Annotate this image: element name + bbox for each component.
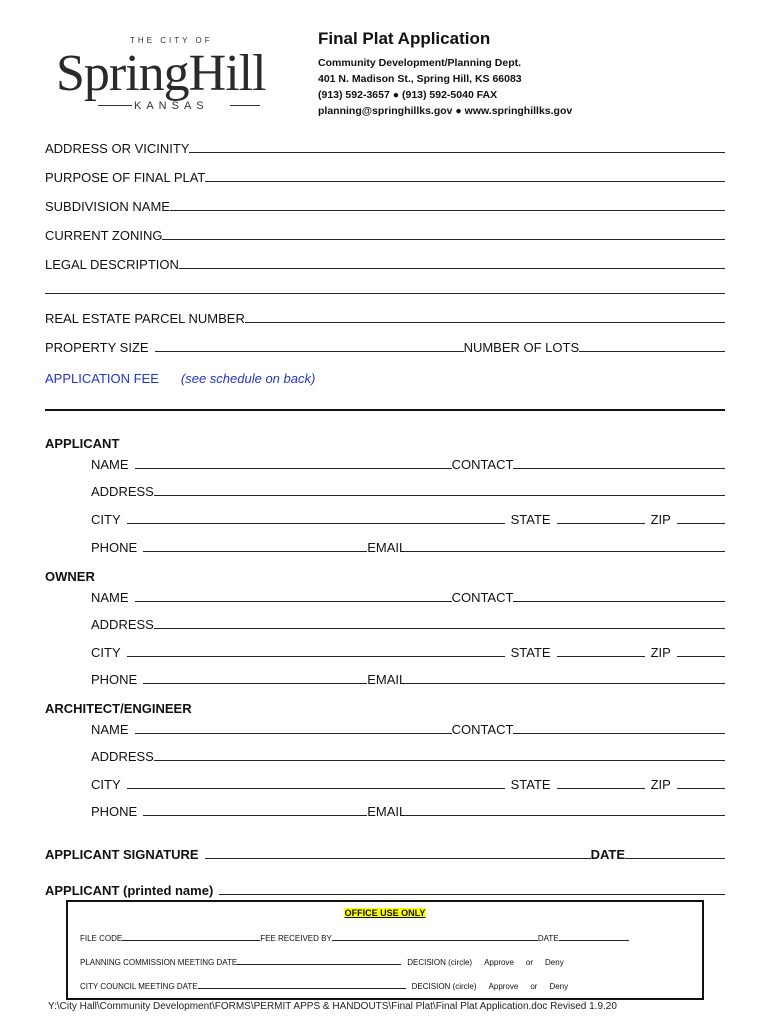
pc-meeting-label: PLANNING COMMISSION MEETING DATE — [80, 958, 238, 967]
owner-name-row — [91, 587, 725, 605]
applicant-phone-row — [91, 537, 725, 555]
owner-state-label: STATE — [510, 645, 551, 660]
architect-email-label: EMAIL — [367, 804, 407, 819]
parcel-row — [45, 308, 725, 326]
applicant-city-label: CITY — [91, 512, 121, 527]
architect-address-row — [91, 746, 725, 764]
signature-date-label: DATE — [590, 847, 626, 862]
logo-wordmark: SpringHill — [56, 45, 266, 102]
owner-city-row — [91, 642, 725, 660]
architect-city-field[interactable] — [127, 788, 505, 789]
dept-web: planning@springhillks.gov ● www.springhillks.gov — [318, 105, 573, 117]
office-use-heading: OFFICE USE ONLY — [344, 908, 426, 918]
signature-row — [45, 844, 725, 862]
owner-email-label: EMAIL — [367, 672, 407, 687]
address-vicinity-row — [45, 138, 725, 156]
logo-rule-right — [230, 105, 260, 106]
subdivision-field[interactable] — [170, 210, 725, 211]
applicant-phone-field[interactable] — [143, 551, 367, 552]
cc-or-text: or — [530, 982, 538, 991]
legal-row — [45, 254, 725, 272]
property-size-field[interactable] — [155, 351, 464, 352]
architect-address-label: ADDRESS — [91, 749, 154, 764]
architect-city-label: CITY — [91, 777, 121, 792]
section-divider — [45, 409, 725, 411]
office-use-box — [66, 900, 704, 1000]
applicant-zip-label: ZIP — [650, 512, 671, 527]
fee-received-field[interactable] — [332, 940, 538, 941]
file-path-footer: Y:\City Hall\Community Development\FORMS\PERMIT APPS & HANDOUTS\Final Plat\Final Plat Application.doc Revised 1.9.20 — [48, 1001, 617, 1012]
pc-meeting-field[interactable] — [237, 964, 401, 965]
address-vicinity-field[interactable] — [189, 152, 725, 153]
legal-label: LEGAL DESCRIPTION — [45, 257, 179, 272]
printed-name-label: APPLICANT (printed name) — [45, 883, 214, 898]
architect-name-row — [91, 719, 725, 737]
owner-phone-field[interactable] — [143, 683, 367, 684]
fee-schedule-note: (see schedule on back) — [180, 371, 316, 386]
applicant-contact-field[interactable] — [513, 468, 725, 469]
owner-contact-label: CONTACT — [451, 590, 514, 605]
parcel-field[interactable] — [245, 322, 725, 323]
applicant-address-label: ADDRESS — [91, 484, 154, 499]
zoning-label: CURRENT ZONING — [45, 228, 163, 243]
pc-or-text: or — [525, 958, 534, 967]
logo-rule-left — [98, 105, 132, 106]
architect-contact-field[interactable] — [513, 733, 725, 734]
application-fee — [45, 371, 315, 386]
pc-approve-option[interactable]: Approve — [484, 958, 514, 967]
printed-name-row — [45, 880, 725, 898]
cc-meeting-label: CITY COUNCIL MEETING DATE — [80, 982, 198, 991]
owner-contact-field[interactable] — [513, 601, 725, 602]
signature-field[interactable] — [205, 858, 591, 859]
office-row-file — [80, 931, 694, 943]
dept-name: Community Development/Planning Dept. — [318, 57, 522, 69]
architect-email-field[interactable] — [406, 815, 725, 816]
applicant-name-label: NAME — [91, 457, 129, 472]
owner-address-field[interactable] — [154, 628, 725, 629]
applicant-email-field[interactable] — [406, 551, 725, 552]
purpose-field[interactable] — [205, 181, 725, 182]
office-row-pc — [80, 955, 694, 967]
owner-name-field[interactable] — [135, 601, 452, 602]
architect-phone-field[interactable] — [143, 815, 367, 816]
applicant-phone-label: PHONE — [91, 540, 138, 555]
file-code-field[interactable] — [122, 940, 260, 941]
owner-phone-label: PHONE — [91, 672, 138, 687]
address-vicinity-label: ADDRESS OR VICINITY — [45, 141, 190, 156]
office-date-field[interactable] — [559, 940, 629, 941]
architect-phone-row — [91, 801, 725, 819]
cc-meeting-field[interactable] — [198, 988, 406, 989]
office-date-label: DATE — [537, 934, 559, 943]
signature-date-field[interactable] — [625, 858, 725, 859]
property-size-label: PROPERTY SIZE — [45, 340, 149, 355]
architect-contact-label: CONTACT — [451, 722, 514, 737]
form-header — [318, 29, 572, 119]
dept-phone: (913) 592-3657 ● (913) 592-5040 FAX — [318, 89, 498, 101]
cc-decision-label: DECISION (circle) — [411, 982, 477, 991]
architect-city-row — [91, 774, 725, 792]
city-logo — [54, 34, 282, 118]
architect-state-label: STATE — [510, 777, 551, 792]
fee-received-label: FEE RECEIVED BY — [260, 934, 332, 943]
owner-city-field[interactable] — [127, 656, 505, 657]
applicant-address-field[interactable] — [154, 495, 725, 496]
architect-state-field[interactable] — [557, 788, 645, 789]
size-lots-row — [45, 337, 725, 355]
owner-city-label: CITY — [91, 645, 121, 660]
subdivision-label: SUBDIVISION NAME — [45, 199, 170, 214]
legal-field[interactable] — [179, 268, 725, 269]
applicant-city-row — [91, 509, 725, 527]
page-title: Final Plat Application — [318, 29, 491, 48]
applicant-contact-label: CONTACT — [451, 457, 514, 472]
zoning-field[interactable] — [162, 239, 725, 240]
applicant-zip-field[interactable] — [677, 523, 725, 524]
number-of-lots-field[interactable] — [579, 351, 725, 352]
file-code-label: FILE CODE — [80, 934, 123, 943]
purpose-label: PURPOSE OF FINAL PLAT — [45, 170, 206, 185]
architect-phone-label: PHONE — [91, 804, 138, 819]
architect-zip-label: ZIP — [650, 777, 671, 792]
owner-heading: OWNER — [45, 569, 95, 584]
printed-name-field[interactable] — [219, 894, 725, 895]
architect-address-field[interactable] — [154, 760, 725, 761]
logo-tagline: THE CITY OF — [130, 36, 213, 45]
signature-label: APPLICANT SIGNATURE — [45, 847, 199, 862]
owner-address-row — [91, 614, 725, 632]
applicant-city-field[interactable] — [127, 523, 505, 524]
pc-decision-label: DECISION (circle) — [407, 958, 473, 967]
owner-zip-field[interactable] — [677, 656, 725, 657]
subdivision-row — [45, 196, 725, 214]
owner-email-field[interactable] — [406, 683, 725, 684]
number-of-lots-label: NUMBER OF LOTS — [463, 340, 580, 355]
applicant-address-row — [91, 481, 725, 499]
parcel-label: REAL ESTATE PARCEL NUMBER — [45, 311, 245, 326]
application-fee-label: APPLICATION FEE — [45, 371, 159, 386]
architect-name-label: NAME — [91, 722, 129, 737]
cc-approve-option[interactable]: Approve — [488, 982, 519, 991]
applicant-heading: APPLICANT — [45, 436, 120, 451]
zoning-row — [45, 225, 725, 243]
owner-phone-row — [91, 669, 725, 687]
owner-zip-label: ZIP — [650, 645, 671, 660]
architect-zip-field[interactable] — [677, 788, 725, 789]
applicant-state-field[interactable] — [557, 523, 645, 524]
owner-state-field[interactable] — [557, 656, 645, 657]
applicant-email-label: EMAIL — [367, 540, 407, 555]
architect-name-field[interactable] — [135, 733, 452, 734]
logo-state: KANSAS — [134, 100, 209, 112]
office-row-cc — [80, 979, 694, 991]
applicant-name-row — [91, 454, 725, 472]
owner-address-label: ADDRESS — [91, 617, 154, 632]
owner-name-label: NAME — [91, 590, 129, 605]
cc-deny-option[interactable]: Deny — [549, 982, 569, 991]
pc-deny-option[interactable]: Deny — [545, 958, 564, 967]
purpose-row — [45, 167, 725, 185]
legal-field-continued[interactable] — [45, 293, 725, 294]
applicant-name-field[interactable] — [135, 468, 452, 469]
architect-heading: ARCHITECT/ENGINEER — [45, 701, 192, 716]
dept-address: 401 N. Madison St., Spring Hill, KS 66083 — [318, 73, 522, 85]
applicant-state-label: STATE — [510, 512, 551, 527]
